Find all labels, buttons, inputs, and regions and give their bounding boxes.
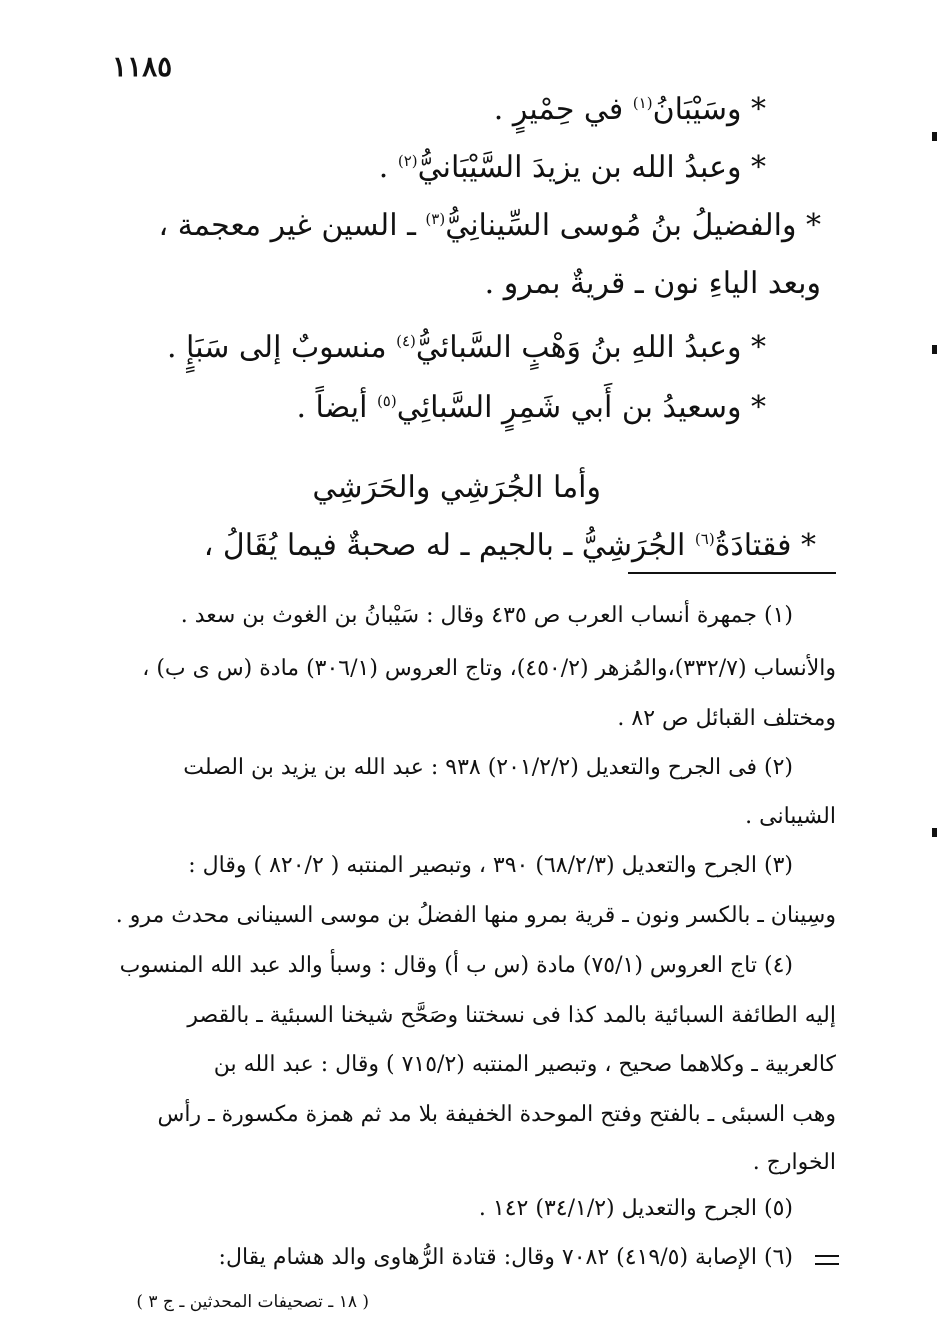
page-number: ١١٨٥ bbox=[112, 50, 173, 83]
entry-text: * وسَيْبَانُ bbox=[652, 92, 766, 127]
footnote-line: ومختلف القبائل ص ٨٢ . bbox=[617, 706, 836, 731]
footnote-line: والأنساب (٣٣٢/٧)،والمُزهر (٤٥٠/٢)، وتاج العروس (٣٠٦/١) مادة (س ى ب) ، bbox=[142, 656, 836, 681]
footnote-line: إليه الطائفة السبائية بالمد كذا فى نسختنا وصَحَّح شيخنا السبئية ـ بالقصر bbox=[187, 1003, 836, 1028]
footnote-ref: (٤) bbox=[396, 332, 416, 350]
entry-text: وبعد الياءِ نون ـ قريةٌ بمرو . bbox=[484, 266, 821, 301]
section-heading: وأما الجُرَشِي والحَرَشِي bbox=[312, 470, 601, 505]
footnote-line: كالعربية ـ وكلاهما صحيح ، وتبصير المنتبه (٧١٥/٢ ) وقال : عبد الله بن bbox=[213, 1052, 836, 1077]
entry-tail: منسوبٌ إلى سَبَإٍ . bbox=[166, 330, 397, 365]
footnote-ref: (١) bbox=[632, 94, 653, 112]
entry-tail: . bbox=[378, 150, 398, 185]
margin-mark bbox=[932, 132, 937, 141]
entry-text: * فقتادَةُ bbox=[714, 528, 816, 563]
entry-text: * والفضيلُ بنُ مُوسى السِّينانِيُّ bbox=[445, 208, 821, 243]
margin-mark bbox=[932, 345, 937, 354]
entry-text: * وعبدُ الله بن يزيدَ السَّيْبَانيُّ bbox=[417, 150, 766, 185]
entry-said bbox=[296, 390, 766, 425]
entry-tail: في حِمْيرٍ . bbox=[493, 92, 633, 127]
footnote-ref: (٦) bbox=[694, 530, 715, 548]
footnote-line: الخوارج . bbox=[752, 1150, 836, 1175]
margin-mark bbox=[932, 828, 937, 837]
footnote-line: (٣) الجرح والتعديل (٦٨/٢/٣) ٣٩٠ ، وتبصير المنتبه ( ٨٢٠/٢ ) وقال : bbox=[188, 853, 793, 878]
footnote-ref: (٢) bbox=[397, 152, 418, 170]
entry-text: * وسعيدُ بن أَبي شَمِرٍ السَّبائِي bbox=[396, 390, 766, 425]
entry-abdallah-yazid bbox=[379, 150, 766, 185]
footnote-line: (٦) الإصابة (٤١٩/٥) ٧٠٨٢ وقال: قتادة الرُّهاوى والد هشام يقال: bbox=[218, 1245, 793, 1270]
footnote-line: (٤) تاج العروس (٧٥/١) مادة (س ب أ) وقال : وسبأ والد عبد الله المنسوب bbox=[119, 953, 793, 978]
footnote-separator bbox=[628, 572, 836, 574]
footnote-line: (٥) الجرح والتعديل (٣٤/١/٢) ١٤٢ . bbox=[478, 1196, 793, 1221]
footnote-line: وسِينان ـ بالكسر ونون ـ قرية بمرو منها الفضلُ بن موسى السينانى محدث مرو . bbox=[115, 903, 836, 928]
footnote-ref: (٥) bbox=[376, 392, 397, 410]
entry-sayban bbox=[494, 92, 766, 127]
signature-mark: ( ١٨ ـ تصحيفات المحدثين ـ ج ٣ ) bbox=[136, 1292, 369, 1312]
entry-tail: أيضاً . bbox=[296, 390, 377, 425]
entry-qatada bbox=[204, 528, 816, 563]
entry-abdallah-wahb bbox=[167, 330, 766, 365]
footnote-line: (١) جمهرة أنساب العرب ص ٤٣٥ وقال : سَيْبانُ بن الغوث بن سعد . bbox=[180, 603, 793, 628]
footnote-line: (٢) فى الجرح والتعديل (٢٠١/٢/٢) ٩٣٨ : عبد الله بن يزيد بن الصلت bbox=[183, 755, 793, 780]
continuation-mark bbox=[815, 1255, 839, 1265]
footnote-ref: (٣) bbox=[425, 210, 446, 228]
entry-fudayl bbox=[158, 208, 821, 243]
entry-tail: ـ السين غير معجمة ، bbox=[158, 208, 426, 243]
footnote-line: وهب السبئى ـ بالفتح وفتح الموحدة الخفيفة بلا مد ثم همزة مكسورة ـ رأس bbox=[157, 1102, 836, 1127]
entry-tail: الجُرَشِيُّ ـ بالجيم ـ له صحبةٌ فيما يُقَالُ ، bbox=[203, 528, 695, 563]
entry-text: * وعبدُ اللهِ بنُ وَهْبٍ السَّبائيُّ bbox=[415, 330, 766, 365]
footnote-line: الشيبانى . bbox=[745, 804, 836, 829]
entry-fudayl-continued bbox=[485, 266, 821, 301]
